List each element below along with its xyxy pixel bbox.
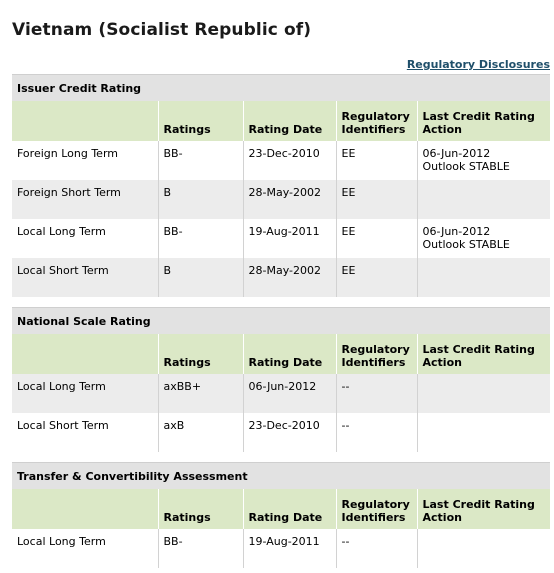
table-row <box>12 141 550 180</box>
header-rating-date: Rating Date <box>243 489 336 529</box>
rating-date: 23-Dec-2010 <box>243 413 336 452</box>
header-ratings: Ratings <box>158 489 243 529</box>
last-action <box>417 180 550 219</box>
regulatory-identifier: EE <box>336 219 417 258</box>
header-rating-date: Rating Date <box>243 334 336 374</box>
ratings-table <box>12 101 550 297</box>
last-action <box>417 258 550 297</box>
last-action-outlook: Outlook STABLE <box>422 160 510 173</box>
rating-value: axBB+ <box>158 374 243 413</box>
table-header-row <box>12 489 550 529</box>
table-row <box>12 374 550 413</box>
rating-date: 19-Aug-2011 <box>243 219 336 258</box>
rating-type: Local Short Term <box>12 413 158 452</box>
header-ratings: Ratings <box>158 334 243 374</box>
rating-type: Foreign Short Term <box>12 180 158 219</box>
rating-value: BB- <box>158 141 243 180</box>
regulatory-identifier: -- <box>336 413 417 452</box>
header-ratings: Ratings <box>158 101 243 141</box>
regulatory-identifier: EE <box>336 180 417 219</box>
rating-type: Local Long Term <box>12 529 158 568</box>
ratings-table <box>12 334 550 452</box>
rating-date: 28-May-2002 <box>243 258 336 297</box>
rating-value: BB- <box>158 529 243 568</box>
table-row <box>12 413 550 452</box>
header-regulatory-identifiers: Regulatory Identifiers <box>336 334 417 374</box>
last-action-date: 06-Jun-2012 <box>422 147 491 160</box>
rating-value: B <box>158 180 243 219</box>
section-title: Transfer & Convertibility Assessment <box>12 462 550 489</box>
rating-type: Local Long Term <box>12 219 158 258</box>
regulatory-disclosures-link[interactable]: Regulatory Disclosures <box>406 58 550 71</box>
last-action <box>417 529 550 568</box>
rating-value: BB- <box>158 219 243 258</box>
rating-type: Foreign Long Term <box>12 141 158 180</box>
last-action <box>417 413 550 452</box>
header-last-action: Last Credit Rating Action <box>417 489 550 529</box>
header-type <box>12 101 158 141</box>
table-row <box>12 219 550 258</box>
rating-type: Local Short Term <box>12 258 158 297</box>
last-action-outlook: Outlook STABLE <box>422 238 510 251</box>
regulatory-identifier: -- <box>336 529 417 568</box>
last-action-date: 06-Jun-2012 <box>422 225 491 238</box>
table-row <box>12 258 550 297</box>
table-header-row <box>12 101 550 141</box>
section-title: National Scale Rating <box>12 307 550 334</box>
header-rating-date: Rating Date <box>243 101 336 141</box>
last-action <box>417 374 550 413</box>
header-type <box>12 334 158 374</box>
header-type <box>12 489 158 529</box>
table-row <box>12 180 550 219</box>
rating-date: 06-Jun-2012 <box>243 374 336 413</box>
header-last-action: Last Credit Rating Action <box>417 334 550 374</box>
ratings-table <box>12 489 550 568</box>
rating-date: 19-Aug-2011 <box>243 529 336 568</box>
rating-date: 23-Dec-2010 <box>243 141 336 180</box>
section-title: Issuer Credit Rating <box>12 74 550 101</box>
rating-value: B <box>158 258 243 297</box>
section-issuer-credit-rating <box>12 74 550 297</box>
last-action <box>417 141 550 180</box>
header-regulatory-identifiers: Regulatory Identifiers <box>336 101 417 141</box>
header-last-action: Last Credit Rating Action <box>417 101 550 141</box>
rating-type: Local Long Term <box>12 374 158 413</box>
table-row <box>12 529 550 568</box>
regulatory-identifier: -- <box>336 374 417 413</box>
regulatory-identifier: EE <box>336 141 417 180</box>
table-header-row <box>12 334 550 374</box>
last-action <box>417 219 550 258</box>
page-title: Vietnam (Socialist Republic of) <box>12 20 312 40</box>
section-national-scale-rating <box>12 307 550 452</box>
section-transfer-convertibility <box>12 462 550 568</box>
rating-value: axB <box>158 413 243 452</box>
rating-date: 28-May-2002 <box>243 180 336 219</box>
regulatory-identifier: EE <box>336 258 417 297</box>
header-regulatory-identifiers: Regulatory Identifiers <box>336 489 417 529</box>
